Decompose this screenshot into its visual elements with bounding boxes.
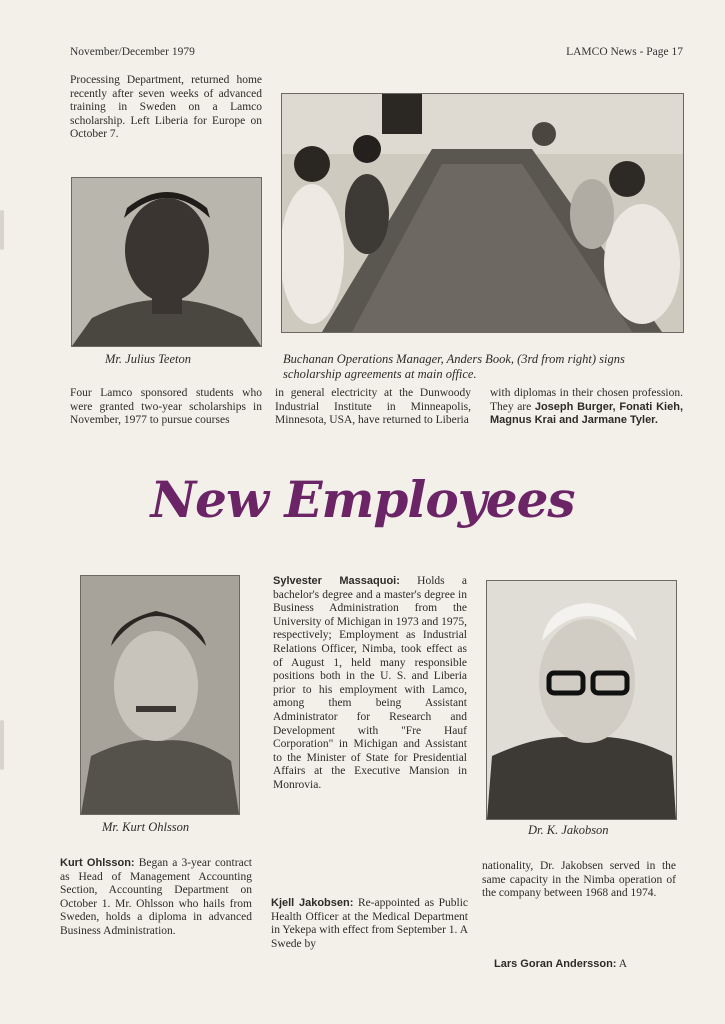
ohlsson-photo	[80, 575, 240, 815]
ohlsson-name: Kurt Ohlsson:	[60, 857, 135, 869]
issue-date: November/December 1979	[70, 46, 195, 58]
ohlsson-caption: Mr. Kurt Ohlsson	[102, 820, 190, 834]
meeting-caption: Buchanan Operations Manager, Anders Book, (3rd from right) signs scholarship agreements at main office.	[283, 352, 625, 381]
scholarship-col-1: Four Lamco sponsored students who were granted two-year scholarships in November, 1977 to pursue courses	[70, 387, 262, 427]
page-number: LAMCO News - Page 17	[566, 46, 683, 58]
scholarship-col-2: in general electricity at the Dunwoody Industrial Institute in Minneapolis, Minnesota, USA, have returned to Liberia	[275, 387, 471, 427]
jakobson-photo	[486, 580, 677, 820]
ohlsson-paragraph: Kurt Ohlsson: Began a 3-year contract as Head of Management Accounting Section, Accounting Department on October 1. Mr. Ohlsson who hails from Sweden, holds a diploma in advanced Business Administration.	[60, 857, 252, 937]
massaquoi-name: Sylvester Massaquoi:	[273, 575, 400, 587]
teeton-photo	[71, 177, 262, 347]
student-names: Joseph Burger, Fonati Kieh, Magnus Krai and Jarmane Tyler.	[490, 400, 684, 427]
intro-paragraph: Processing Department, returned home recently after seven weeks of advanced training in Sweden on a Lamco scholarship. Left Liberia for Europe on October 7.	[70, 74, 262, 141]
jakobsen-paragraph: Kjell Jakobsen: Re-appointed as Public Health Officer at the Medical Department in Yekepa with effect from September 1. A Swede by	[271, 897, 468, 950]
jakobsen-name: Kjell Jakobsen:	[271, 897, 354, 909]
andersson-paragraph: Lars Goran Andersson: A	[494, 958, 627, 970]
teeton-caption: Mr. Julius Teeton	[105, 352, 191, 366]
section-headline: New Employees	[150, 470, 575, 529]
massaquoi-paragraph: Sylvester Massaquoi: Holds a bachelor's degree and a master's degree in Business Administration from the University of Michigan in 1973 and 1975, respectively; Employment as Industrial Relations Officer, Nimba, took effect as of August 1, held many responsible positions both in the U. S. and Liberia prior to his employment with Lamco, among them being Assistant Administrator for Research and Development with "Fre Hauf Corporation" in Michigan and Assistant to the Minister of State for Presidential Affairs at the Executive Mansion in Monrovia.	[273, 575, 467, 791]
scholarship-col-3: with diplomas in their chosen profession. They are Joseph Burger, Fonati Kieh, Magnus Krai and Jarmane Tyler.	[490, 387, 684, 427]
jakobson-caption: Dr. K. Jakobson	[528, 823, 609, 837]
jakobsen-continued: nationality, Dr. Jakobsen served in the same capacity in the Nimba operation of the company between 1968 and 1974.	[482, 860, 676, 900]
binder-mark	[0, 720, 4, 770]
andersson-name: Lars Goran Andersson:	[494, 958, 617, 970]
binder-mark	[0, 210, 4, 250]
meeting-photo	[281, 93, 684, 333]
